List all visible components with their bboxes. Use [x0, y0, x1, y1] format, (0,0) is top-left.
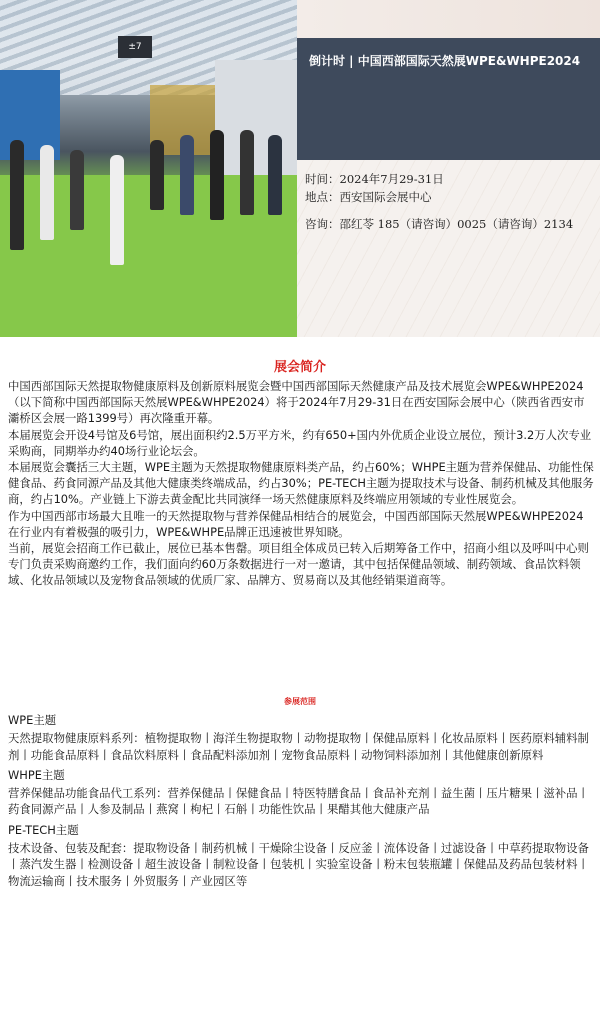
scope-heading: 参展范围	[284, 697, 316, 706]
event-contact: 咨询：邵红苓 185（请咨询）0025（请咨询）2134	[305, 217, 574, 231]
scope-category-wpe: WPE主题	[8, 713, 57, 727]
scope-desc-pe-tech: 技术设备、包装及配套：提取物设备丨制药机械丨干燥除尘设备丨反应釜丨流体设备丨过滤设备丨中草药提取物设备丨蒸汽发生器丨检测设备丨超生波设备丨制粒设备丨包装机丨实验室设备丨粉末包装瓶罐丨保健品及药品包装材料丨物流运输商丨技术服务丨外贸服务丨产业园区等	[8, 841, 589, 888]
intro-paragraph: 中国西部国际天然提取物健康原料及创新原料展览会暨中国西部国际天然健康产品及技术展览会WPE&WHPE2024（以下简称中国西部国际天然展WPE&WHPE2024）将于2024年7月29-31日在西安国际会展中心（陕西省西安市灞桥区会展一路1399号）再次隆重开幕。	[8, 379, 585, 426]
intro-paragraph: 本届展览会开设4号馆及6号馆，展出面积约2.5万平方米，约有650+国内外优质企业设立展位，预计3.2万人次专业采购商，同期举办约40场行业论坛会。	[8, 427, 592, 458]
hall-sign: ±7	[118, 36, 152, 58]
hero-section	[0, 0, 600, 340]
scope-category-whpe: WHPE主题	[8, 767, 65, 782]
event-info-panel	[297, 0, 600, 337]
intro-heading: 展会简介	[273, 360, 326, 375]
scope-desc-whpe: 营养保健品功能食品代工系列：营养保健品丨保健食品丨特医特膳食品丨食品补充剂丨益生菌丨压片糖果丨滋补品丨药食同源产品丨人参及制品丨燕窝丨枸杞丨石斛丨功能性饮品丨果醋其他大健康产品	[8, 786, 589, 817]
intro-paragraph: 作为中国西部市场最大且唯一的天然提取物与营养保健品相结合的展览会，中国西部国际天然展WPE&WHPE2024在行业内有着极强的吸引力，WPE&WHPE品牌正迅速被世界知晓。	[8, 508, 584, 539]
scope-category-pe-tech: PE-TECH主题	[8, 822, 79, 837]
exhibition-hall-photo	[0, 0, 297, 337]
countdown-title: 倒计时 | 中国西部国际天然展WPE&WHPE2024	[309, 54, 581, 68]
intro-paragraph: 当前，展览会招商工作已截止，展位已基本售罄。项目组全体成员已转入后期筹备工作中，招商小组以及呼叫中心则专门负责采购商邀约工作，我们面向约60万条数据进行一对一邀请，其中包括保健品领域、制药领域、食品饮料领域、化妆品领域以及宠物食品领域的优质厂家、品牌方、贸易商以及其他经销渠道商等。	[8, 541, 589, 588]
visitor-crowd	[0, 120, 297, 250]
intro-body	[8, 378, 594, 589]
event-time: 时间：2024年7月29-31日	[305, 172, 444, 186]
intro-paragraph: 本届展览会囊括三大主题，WPE主题为天然提取物健康原料类产品，约占60%；WHPE主题为营养保健品、功能性保健食品、药食同源产品及其他大健康类终端成品，约占30%；PE-TECH主题为提取技术与设备、制药机械及其他服务商，约占10%。产业链上下游去黄金配比共同演绎一场天然健康原料及终端应用领域的专业性展览会。	[8, 460, 594, 507]
scope-body	[8, 712, 594, 893]
event-venue: 地点：西安国际会展中心	[305, 190, 432, 204]
scope-desc-wpe: 天然提取物健康原料系列：植物提取物丨海洋生物提取物丨动物提取物丨保健品原料丨化妆品原料丨医药原料辅料制剂丨功能食品原料丨食品饮料原料丨食品配料添加剂丨宠物食品原料丨动物饲料添加剂丨其他健康创新原料	[8, 731, 589, 762]
event-details	[305, 170, 595, 233]
